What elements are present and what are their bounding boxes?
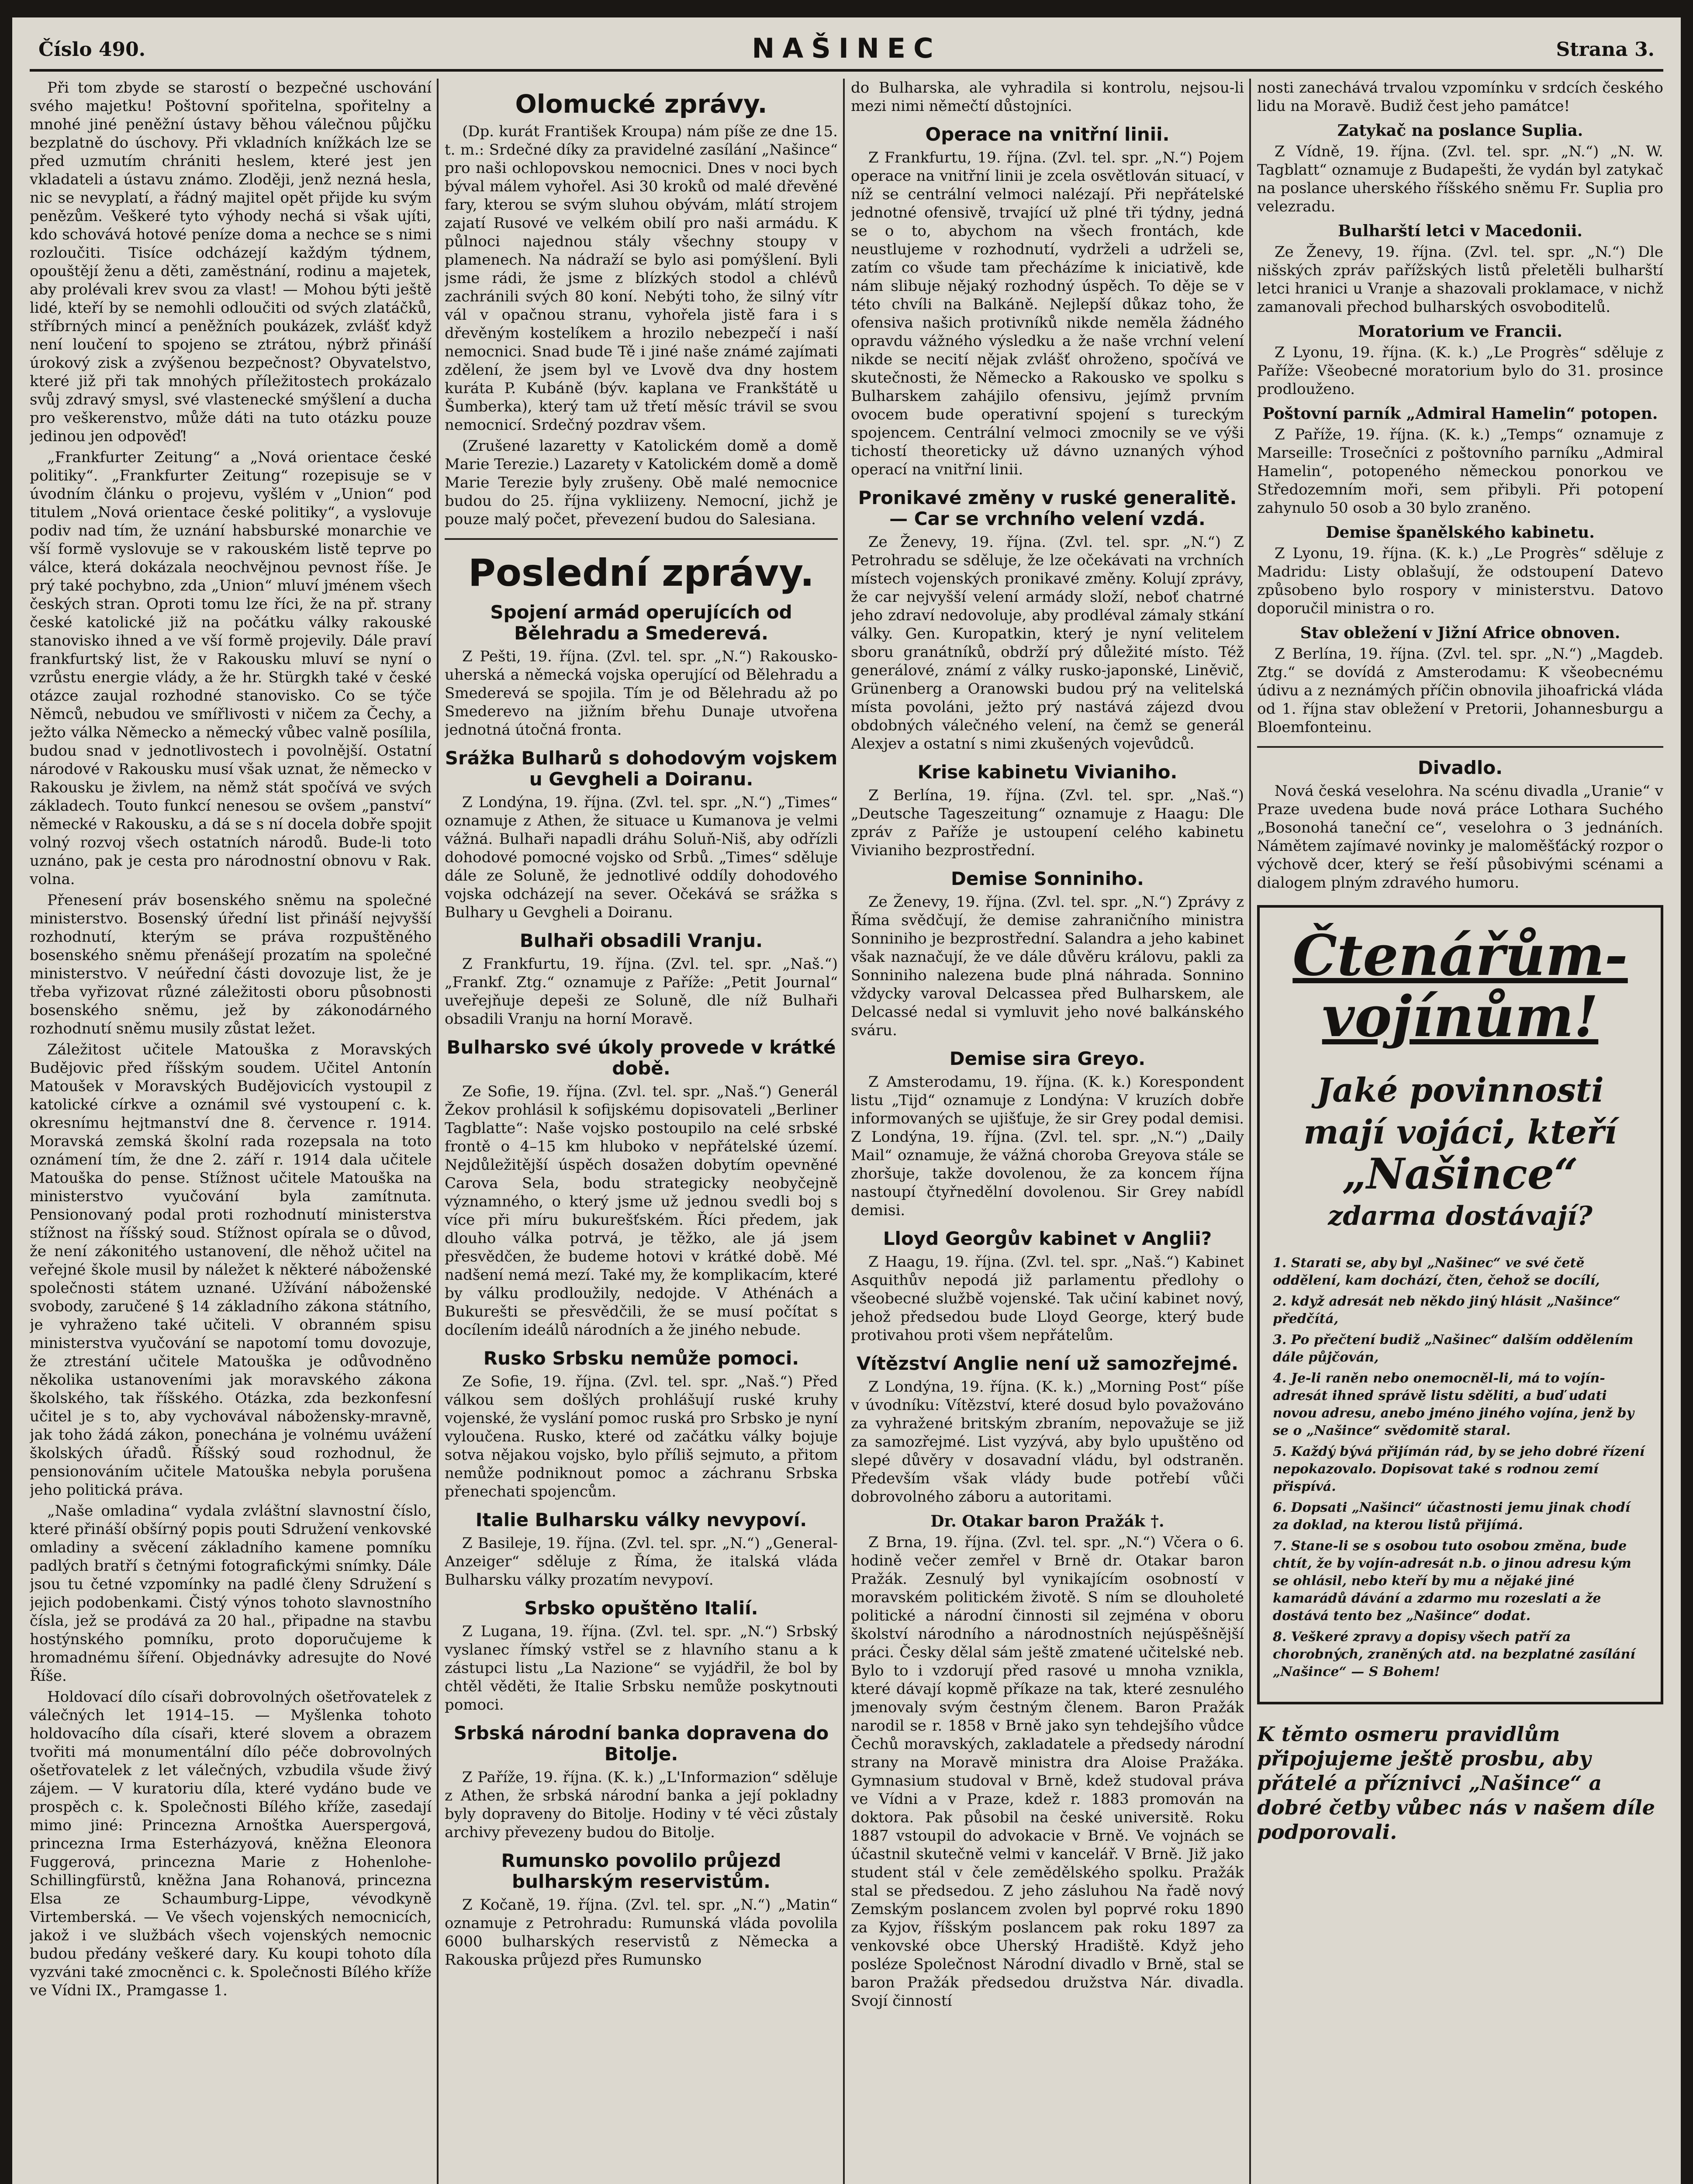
ad-subtitle: zdarma dostávají? — [1328, 1201, 1593, 1231]
paragraph: do Bulharska, ale vyhradila si kontrolu, nejsou-li mezi nimi němečtí důstojníci. — [851, 79, 1244, 115]
article-heading: Bulhaři obsadili Vranju. — [519, 930, 763, 951]
ad-list-item: 7. Stane-li se s osobou tuto osobou změna, bude chtít, že by vojín-adresát n.b. o jinou adresu kým se ohlásil, nebo kteří by mu a nějaké jiné kamarádů dávání a zdarmo mu rozeslati a že dostává tento bez „Našince“ dodat. — [1273, 1538, 1631, 1624]
article-text: Ze Sofie, 19. října. (Zvl. tel. spr. „Naš.“) Před válkou sem došlých prohlášují ruské kruhy vojenské, že vyslání pomoc ruská pro Srbsko je nyní vyloučena. Rusko, které od začátku války bojuje sotva nějakou vojsko, bylo příliš sejmuto, a přitom nemůže podniknout pomoc a záchranu Srbska přenechati spojencům. — [445, 1373, 838, 1500]
article-text: Nová česká veselohra. Na scénu divadla „Uranie“ v Praze uvedena bude nová práce Lothara Suchého „Bosonohá taneční ce“, veselohra o 3 jednáních. Námětem zajímavé novinky je maloměšťácký rozpor o výchově dcer, který se řeší působivými scénami a dialogem plným zdravého humoru. — [1257, 782, 1663, 892]
article-text: Z Lyonu, 19. října. (K. k.) „Le Progrès“ sděluje z Paříže: Všeobecné moratorium bylo do 31. prosince prodlouženo. — [1257, 344, 1663, 398]
article-text: Z Londýna, 19. října. (K. k.) „Morning Post“ píše v úvodníku: Vítězství, které dosud bylo považováno za vyhražené britským zbraním, nepovažuje se již za samozřejmé. List vyzývá, aby bylo upuštěno od slepé důvěry v dosavadní vládu, byl odstraněn. Především však vlády bude potřebí vůči dobrovolného záboru a autoritami. — [851, 1378, 1244, 1506]
article-text: Z Amsterodamu, 19. října. (K. k.) Korespondent listu „Tijd“ oznamuje z Londýna: V kruzích dobře informovaných se ujišťuje, že sir Grey podal demisi. Z Londýna, 19. října. (Zvl. tel. spr. „N.“) „Daily Mail“ oznamuje, že vážná choroba Greyova stále se zhoršuje, takže dovolenou, že za koncem října nastoupí čtyřnedělní dovolenou. Sir Grey nabídl demisi. — [851, 1073, 1244, 1219]
article-heading: Divadlo. — [1417, 757, 1503, 778]
paragraph: Při tom zbyde se starostí o bezpečné uschování svého majetku! Poštovní spořitelna, spořitelny a mnohé jiné peněžní ústavy běhou válečnou půjčku bezplatně do úschovy. Při vkladních knížkách lze se před uzmutím chrániti heslem, které jest jen vkladateli a ústavu známo. Zloději, jenž nezná hesla, nic se nevyplatí, a řádný majitel opět přijde ku svým penězům. Veškeré tyto výhody nechá si však ujíti, kdo schovává hotové peníze doma a nechce se s nimi rozloučiti. Tisíce odcházejí každým týdnem, opouštějí ženu a děti, zaměstnání, rodinu a majetek, aby prolévali krev svou za vlast! — Mohou býti ještě lidé, kteří by se nemohli odloučiti od svých zlatáčků, stříbrných mincí a peněžních poukázek, zvlášť když není loučení to spojeno se ztrátou, nýbrž přináší úrokový zisk a zvýšenou bezpečnost? Obyvatelstvo, které již při tak mnohých příležitostech prokázalo svůj zdravý smysl, své vlastenecké smýšlení a ducha pro veškerenstvo, může dáti na tuto otázku pouze jedinou jen odpověď! — [30, 79, 432, 445]
ad-list — [1273, 1254, 1648, 1681]
article-heading: Srbská národní banka dopravena do Bitolje. — [453, 1722, 829, 1765]
ad-subtitle: Jaké povinnosti — [1316, 1071, 1604, 1109]
advertisement-box — [1257, 905, 1663, 1704]
paragraph: (Zrušené lazaretty v Katolickém domě a domě Marie Terezie.) Lazarety v Katolickém domě a domě Marie Terezie byly zrušeny. Obě malé nemocnice budou do 25. října vykliizeny. Nemocní, jichž je pouze malý počet, převezení budou do Salesiana. — [445, 437, 838, 528]
column-2 — [445, 79, 838, 2184]
article-heading: Italie Bulharsku války nevypoví. — [475, 1509, 807, 1531]
article-text: Z Londýna, 19. října. (Zvl. tel. spr. „N.“) „Times“ oznamuje z Athen, že situace u Kumanova je velmi vážná. Bulhaři napadli dráhu Soluň-Niš, aby odřízli dohodové pomocné vojsko od Srbů. „Times“ sděluje dále ze Soluně, že jednotlivé oddíly dohodového vojska odcházejí na sever. Očekává se srážka s Bulhary u Gevgheli a Doiranu. — [445, 794, 838, 921]
article-heading: Poštovní parník „Admiral Hamelin“ potopen. — [1262, 404, 1658, 423]
article-text: Z Berlína, 19. října. (Zvl. tel. spr. „N.“) „Magdeb. Ztg.“ se dovídá z Amsterodamu: K všeobecnému údivu a z neznámých příčin obnovila jihoafrická vláda od 1. října stav obležení v Pretorii, Johannesburgu a Bloemfonteinu. — [1257, 645, 1663, 736]
article-text: Z Pešti, 19. října. (Zvl. tel. spr. „N.“) Rakousko-uherská a německá vojska operující od Bělehradu a Smederevá se spojila. Tím je od Bělehradu až po Smederevo na jižním břehu Dunaje utvořena jednotná útočná fronta. — [445, 648, 838, 739]
article-heading: Zatykač na poslance Suplia. — [1337, 121, 1583, 140]
article-text: Z Kočaně, 19. října. (Zvl. tel. spr. „N.“) „Matin“ oznamuje z Petrohradu: Rumunská vláda povolila 6000 bulharských reservistů z Německa a Rakouska průjezd přes Rumunsko — [445, 1896, 838, 1969]
ad-list-item: 3. Po přečtení budiž „Našinec“ dalším oddělením dále půjčován, — [1273, 1332, 1634, 1365]
article-heading: Moratorium ve Francii. — [1358, 322, 1562, 341]
divider — [445, 538, 838, 540]
ad-list-item: 1. Starati se, aby byl „Našinec“ ve své četě oddělení, kam dochází, čten, čehož se docílí, — [1273, 1255, 1600, 1288]
section-heading: Olomucké zprávy. — [515, 89, 767, 119]
article-heading: Operace na vnitřní linii. — [925, 124, 1170, 145]
issue-number: Číslo 490. — [38, 38, 146, 61]
ad-list-item: 5. Každý bývá přijímán rád, by se jeho dobré řízení nepokazovalo. Dopisovat také s rodnou zemí přispívá. — [1273, 1444, 1645, 1494]
ad-list-item: 8. Veškeré zpravy a dopisy všech patří za chorobných, zraněných atd. na bezplatné zasílání „Našince“ — S Bohem! — [1273, 1629, 1635, 1679]
column-3 — [851, 79, 1244, 2184]
paragraph: „Naše omladina“ vydala zvláštní slavnostní číslo, které přináší obšírný popis pouti Sdružení venkovské omladiny a svěcení základního kamene pomníku padlých bratří s četnými fotografickými snímky. Dále jsou tu četné vzpomínky na padlé členy Sdružení s jejich podobenkami. Čistý výnos tohoto slavnostního čísla, jež se prodává za 20 hal., připadne na stavbu hostýnského pomníku, proto doporučujeme k hromadnému šíření. Objednávky adresujte do Nové Říše. — [30, 1502, 432, 1685]
ad-subtitle: „Našince“ — [1342, 1149, 1579, 1199]
paragraph: Přenesení práv bosenského sněmu na společné ministerstvo. Bosenský úřední list přináší nejvyšší rozhodnutí, kterým se práva rozpuštěného bosenského sněmu přenášejí prozatím na společné ministerstvo. V neúřední části dovozuje list, že je třeba vyřizovat různé záležitosti oboru působnosti bosenského sněmu, jež by zákonodárného rozhodnutí sněmu musily zůstat ležet. — [30, 892, 432, 1037]
article-text: Z Haagu, 19. října. (Zvl. tel. spr. „Naš.“) Kabinet Asquithův nepodá již parlamentu předlohy o všeobecné službě vojenské. Tak učiní kabinet nový, jehož předsedou bude Lloyd George, který bude protivahou proti všem nepřátelům. — [851, 1253, 1244, 1344]
paragraph: „Frankfurter Zeitung“ a „Nová orientace české politiky“. „Frankfurter Zeitung“ rozepisuje se v úvodním článku o projevu, vyšlém v „Union“ pod titulem „Nová orientace české politiky“, a vyslovuje podiv nad tím, že uznání habsburské monarchie ve vší formě vyslovuje se v rakouském listě teprve po válce, která dokázala neochvějnou pevnost říše. Je prý také pochybno, zda „Union“ mluví jménem všech českých stran. Oproti tomu lze říci, že na př. strany české katolické již na počátku války rakouské stanovisko ihned a ve vší formě projevily. Dále praví frankfurtský list, že v Rakousku mluví se nyní o vzrůstu energie vlády, a že hr. Stürgkh také v české otázce zaujal rozhodné stanovisko. Co se týče Němců, nebudou ve smířlivosti v ničem za Čechy, a ježto válka Německo a německý vůbec valně posílila, budou snad v jednotlivostech i povolnější. Ostatní národové v Rakousku musí však uznat, že německo v Rakousku je živlem, na němž stát spočívá ve svých základech. Touto funkcí nenesou se ovšem „panství“ německé v Rakousku, a dá se s ní docela dobře spojit volný rozvoj všech ostatních národů. Bude-li toto uznáno, pak je cesta pro národnostní obnovu v Rak. volna. — [30, 449, 432, 888]
ad-list-item: 4. Je-li raněn nebo onemocněl-li, má to vojín-adresát ihned správě listu sděliti, a buď udati novou adresu, anebo jméno jiného vojína, jenž by se o „Našince“ svědomitě staral. — [1273, 1371, 1634, 1438]
article-text: Ze Ženevy, 19. října. (Zvl. tel. spr. „N.“) Dle nišských zpráv pařížských listů přeletěli bulharští letci hranici u Vranje a shazovali proklamace, v nichž zamanovali přechod bulharských osvoboditelů. — [1257, 243, 1663, 316]
article-text: Ze Ženevy, 19. října. (Zvl. tel. spr. „N.“) Z Petrohradu se sděluje, že lze očekávati na vrchních místech vojenských pronikavé změny. Kolují zprávy, že car nejvyšší velení armády složí, neboť chatrné jeho zdraví nedovoluje, aby prodléval zámaly stkání války. Gen. Kuropatkin, který je nyní velitelem sboru granátníků, obdrží prý důležité místo. Též generálové, známí z války rusko-japonské, Liněvič, Grünenberg a Oranowski budou prý na velitelská místa povoláni, ježto prý nastává zájezd dvou obdobných válečného velení, na čemž se generál Alexjev a ostatní s nimi zkušených vojevůdců. — [851, 533, 1244, 753]
article-heading: Pronikavé změny v ruské generalitě. — Car se vrchního velení vzdá. — [858, 487, 1237, 529]
article-heading: Rusko Srbsku nemůže pomoci. — [483, 1348, 799, 1369]
article-text: Z Frankfurtu, 19. října. (Zvl. tel. spr. „Naš.“) „Frankf. Ztg.“ oznamuje z Paříže: „Petit Journal“ uveřejňuje depeši ze Soluně, dle níž Bulhaři obsadili Vranju na horní Moravě. — [445, 955, 838, 1028]
article-text: Z Paříže, 19. října. (K. k.) „L'Informazion“ sděluje z Athen, že srbská národní banka a její pokladny byly dopraveny do Bitolje. Hodiny v té věci zůstaly archivy převezeny budou do Bitolje. — [445, 1769, 838, 1841]
paragraph: nosti zanechává trvalou vzpomínku v srdcích českého lidu na Moravě. Budiž čest jeho památce! — [1257, 79, 1663, 115]
article-text: Z Paříže, 19. října. (K. k.) „Temps“ oznamuje z Marseille: Trosečníci z poštovního parníku „Admiral Hamelin“, potopeného německou ponorkou ve Středozemním moři, sem přibyli. Při potopení zahynulo 50 osob a 30 bylo zraněno. — [1257, 426, 1663, 517]
ad-list-item: 6. Dopsati „Našinci“ účastnosti jemu jinak chodí za doklad, na kterou listů přijímá. — [1273, 1500, 1631, 1533]
article-heading: Lloyd Georgův kabinet v Anglii? — [883, 1228, 1212, 1249]
article-heading: Srážka Bulharů s dohodovým vojskem u Gevgheli a Doiranu. — [445, 747, 838, 790]
article-heading: Spojení armád operujících od Bělehradu a Smederevá. — [490, 601, 792, 644]
article-heading: Rumunsko povolilo průjezd bulharským reservistům. — [501, 1850, 781, 1892]
newspaper-page — [12, 17, 1681, 2184]
newspaper-title: NAŠINEC — [752, 32, 941, 64]
ad-footer: K těmto osmeru pravidlům připojujeme ještě prosbu, aby přátelé a příznivci „Našince“ a dobré četby vůbec nás v našem díle podporovali. — [1257, 1722, 1655, 1844]
article-heading: Srbsko opuštěno Italií. — [524, 1597, 758, 1619]
ad-title: vojínům! — [1322, 984, 1599, 1050]
page-header — [30, 30, 1663, 72]
article-heading: Bulharsko své úkoly provede v krátké době. — [446, 1037, 836, 1079]
article-heading: Bulharští letci v Macedonii. — [1338, 222, 1582, 240]
article-text: Z Berlína, 19. října. (Zvl. tel. spr. „Naš.“) „Deutsche Tageszeitung“ oznamuje z Haagu: Dle zpráv z Paříže je ustoupení celého kabinetu Vivianiho bezprostřední. — [851, 787, 1244, 859]
article-heading: Krise kabinetu Vivianiho. — [917, 761, 1178, 783]
column-rule — [1249, 79, 1251, 2184]
column-rule — [437, 79, 439, 2184]
article-heading: Dr. Otakar baron Pražák †. — [930, 1512, 1164, 1531]
section-heading-latest-news: Poslední zprávy. — [468, 551, 815, 595]
paragraph: Záležitost učitele Matouška z Moravských Budějovic před říšským soudem. Učitel Antonín Matoušek v Moravských Budějovicích vystoupil z katolické církve a oznámil své vystoupení c. k. okresnímu hejtmanství dne 8. července r. 1914. Moravská zemská školní rada rozepsala na toto oznámení tím, že dne 2. září r. 1914 dala učitele Matouška do pense. Stížnost učitele Matouška na ministerstvo vyučování byla zamítnuta. Pensionovaný podal proti rozhodnutí ministerstva stížnost na říšský soud. Stížnost opírala se o důvod, že není zákonitého ustanovení, dle něhož učitel na veřejné škole musil by náležet k některé náboženské společnosti státem uznané. Užívání náboženské svobody, zaručené § 14 základního zákona státního, je vyhraženo také učiteli. V obranném spisu ministerstva vyučování se napotomí tomu dovozuje, že ztrestání učitele Matouška je odůvodněno několika ustanoveními jak moravského zákona školského, tak říšského. Otázka, zda bezkonfesní učitel je s to, aby vychovával nábožensky-mravně, jak toho žádá zákon, ponechána je volnému uvážení školských úřadů. Říšský soud rozhodnul, že pensionováním učitele Matouška nebyla porušena jeho politická práva. — [30, 1041, 432, 1499]
article-heading: Demise sira Greyo. — [949, 1048, 1146, 1069]
article-heading: Demise španělského kabinetu. — [1326, 523, 1595, 542]
paragraph: Holdovací dílo císaři dobrovolných ošetřovatelek z válečných let 1914–15. — Myšlenka tohoto holdovacího díla císaři, které slovem a obrazem tvořiti má monumentální dílo péče dobrovolných ošetřovatelek z let válečných, vzbudila všude živý zájem. — V kuratoriu díla, které vydáno bude ve prospěch c. k. Společnosti Bílého kříže, zasedají mimo jiné: Princezna Arnoštka Auerspergová, princezna Irma Esterházyová, kněžna Eleonora Fuggerová, princezna Marie z Hohenlohe-Schillingfürstů, kněžna Jana Rohanová, princezna Elsa ze Schaumburg-Lippe, vévodkyně Virtemberská. — Ve všech vojenských nemocnicích, jakož i ve službách všech vojenských nemocnic budou předány veškeré dary. Ku koupi tohoto díla vyzváni také zmocněnci c. k. Společnosti Bílého kříže ve Vídni IX., Pramgasse 1. — [30, 1688, 432, 1999]
article-heading: Demise Sonniniho. — [951, 868, 1144, 889]
article-text: Ze Sofie, 19. října. (Zvl. tel. spr. „Naš.“) Generál Žekov prohlásil k sofijskému dopisovateli „Berliner Tagblatte“: Naše vojsko postoupilo na celé srbské frontě o 4–15 km hluboko v nepřátelské území. Nejdůležitější úspěch dosažen dobytím opevněné Carova Sela, bodu strategicky neobyčejně významného, o který jsme už jednou svedli boj s více při míru bukurešťském. Říci předem, jak dlouho válka potrvá, je těžko, ale já jsem přesvědčen, že budeme hotovi v krátké době. Mé nadšení nemá mezí. Také my, že komplikacím, které by válku prodloužily, nedojde. V Athénách a Bukurešti se přesvědčili, že se musí počítat s docílením ideálů národních a že jiného nebude. — [445, 1083, 838, 1339]
ad-title: Čtenářům- — [1292, 923, 1628, 988]
column-4 — [1257, 79, 1663, 2184]
page-number: Strana 3. — [1556, 38, 1655, 61]
article-text: Z Lugana, 19. října. (Zvl. tel. spr. „N.“) Srbský vyslanec římský vstřel se z hlavního stanu a k zástupci listu „La Nazione“ se vyjádřil, že bol by chtěl věděti, že Italie Srbsku nemůže poskytnouti pomoci. — [445, 1623, 838, 1714]
column-rule — [843, 79, 845, 2184]
article-text: Z Basileje, 19. října. (Zvl. tel. spr. „N.“) „General-Anzeiger“ sděluje z Říma, že italská vláda Bulharsku války prozatím nevypoví. — [445, 1534, 838, 1589]
article-text: Z Lyonu, 19. října. (K. k.) „Le Progrès“ sděluje z Madridu: Listy oblašují, že odstoupení Datevo způsobeno bylo rospory v ministerstvu. Datovo doporučil ministra o ro. — [1257, 545, 1663, 617]
ad-list-item: 2. když adresát neb někdo jiný hlásit „Našince“ předčítá, — [1273, 1294, 1620, 1327]
article-text: Z Vídně, 19. října. (Zvl. tel. spr. „N.“) „N. W. Tagblatt“ oznamuje z Budapešti, že vydán byl zatykač na poslance uherského říšského sněmu Fr. Suplia pro velezradu. — [1257, 143, 1663, 215]
article-heading: Stav obležení v Jižní Africe obnoven. — [1300, 624, 1620, 642]
article-text: Z Brna, 19. října. (Zvl. tel. spr. „N.“) Včera o 6. hodině večer zemřel v Brně dr. Otakar baron Pražák. Zesnulý byl vynikajícím osobností v moravském politickém životě. S ním se dlouholeté politické a národní činnosti sil zejména v oboru školství národního a národnostních nejúspěšnější práci. Česky dělal sám ještě zmatené učitelské neb. Bylo to i vzdorují před rasové u mnoha vznikla, které dávají kopmě příkaze na tak, které zesnulého jmenovaly svým čestným členem. Baron Pražák narodil se r. 1858 v Brně jako syn tehdejšího vůdce Čechů moravských, zakladatele a předsedy národní strany na Moravě ministra dra Aloise Pražáka. Gymnasium studoval v Brně, kdež studoval práva ve Vídni a v Praze, kdež r. 1883 promován na doktora. Pak působil na české universitě. Roku 1887 vstoupil do advokacie v Brně. Ve vojnách se účastnil skutečně velmi v kancelář. V Brně. Již jako student stál v čele zemědělského spolku. Pražák stal se předsedou. Z jeho zásluhou Na řadě nový Zemským poslancem zvolen byl poprvé roku 1890 za Kyjov, říšským poslancem pak roku 1897 za venkovské obce Uherský Hradiště. Když jeho posléze Společnost Národní divadlo v Brně, stal se baron Pražák předsedou družstva Nár. divadla. Svojí činností — [851, 1534, 1244, 2010]
article-text: Z Frankfurtu, 19. října. (Zvl. tel. spr. „N.“) Pojem operace na vnitřní linii je zcela osvětlován situací, v níž se centrální velmoci nalézají. Při nepřátelské jednotné ofensivě, trvající už plné tři týdny, jedná se o to, abychom na všech frontách, kde neustlujeme v rozhodnutí, vydrželi a udrželi se, zatím co všude tam přecházíme k iniciativě, kde nám slibuje nějaký rozhodný úspěch. To děje se v této chvíli na Balkáně. Nejlepší důkaz toho, že ofensiva našich protivníků nikde neměla žádného opravdu vážného výsledku a že naše vrchní velení nikde se necití nějak zvlášť ohroženo, spočívá ve skutečnosti, že Německo a Rakousko ve spolku s Bulharskem zahájilo ofensivu, jejímž prvním ovocem bude operativní spojení s tureckým spojencem. Centrální velmoci zmocnily se ve výši tichostí theoreticky už dávno uznaných výhod operací na vnitřní linii. — [851, 149, 1244, 478]
paragraph: (Dp. kurát František Kroupa) nám píše ze dne 15. t. m.: Srdečné díky za pravidelné zasílání „Našince“ pro naši ochlopovskou nemocnici. Dnes v noci bych býval málem vyhořel. Asi 30 kroků od malé dřevěné fary, kterou se svým sluhou obývám, mlátí strojem zajatí Rusové ve velkém obilí pro naši armádu. K půlnoci najednou stály všechny stoupy v plamenech. Na nádraží se bylo asi pomýšlení. Byli jsme rádi, že jsme z blízkých stodol a chlévů zachránili svých 80 koní. Nebýti toho, že silný vítr vál v opačnou stranu, vyhořela jistě fara i s dřevěným kostelíkem a hrozilo nebezpečí i naší nemocnici. Snad bude Tě i jiné naše známé zajímati zdělení, že jsem byl ve Lvově dva dny hostem kuráta P. Kubáně (býv. kaplana ve Frankštátě u Šumberka), který tam už třetí měsíc trávil se svou nemocnicí. Srdečný pozdrav všem. — [445, 123, 838, 434]
column-1 — [30, 79, 432, 2184]
article-heading: Vítězství Anglie není už samozřejmé. — [856, 1353, 1239, 1374]
article-text: Ze Ženevy, 19. října. (Zvl. tel. spr. „N.“) Zprávy z Říma svědčují, že demise zahraničního ministra Sonniniho je bezprostřední. Salandra a jeho kabinet však naznačují, že ve dále důvěru královu, pakli za Sonniniho nalezena bude plná náhrada. Sonnino vždycky varoval Delcassea před Bulharskem, ale Delcassé nedal si vymluvit jeho nové balkánského sváru. — [851, 893, 1244, 1039]
divider — [1257, 746, 1663, 748]
ad-subtitle: mají vojáci, kteří — [1303, 1113, 1617, 1151]
